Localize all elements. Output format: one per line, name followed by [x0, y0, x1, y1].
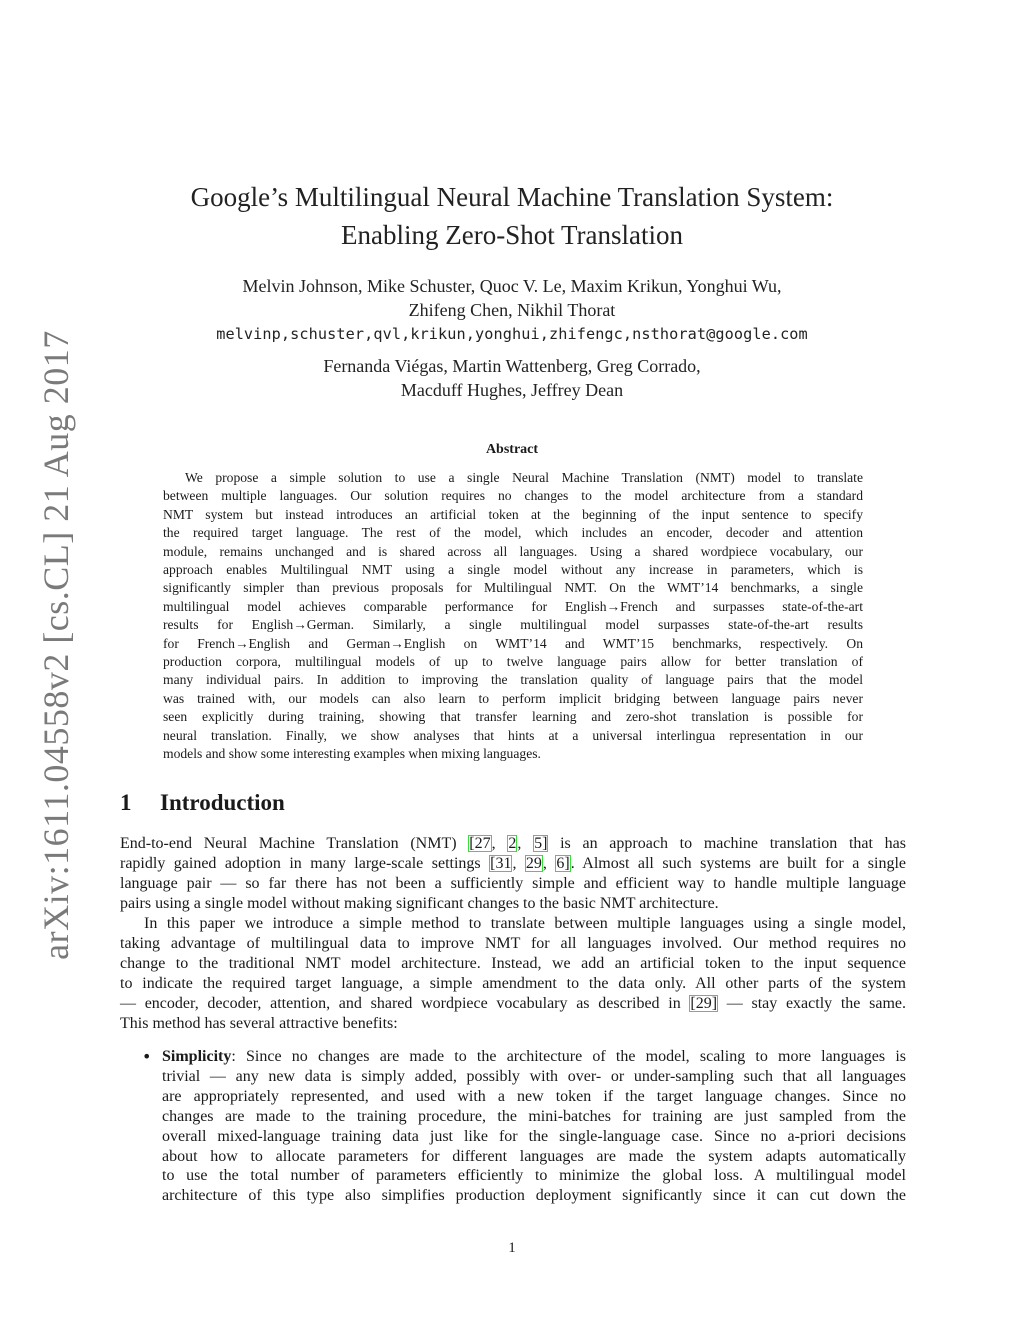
abstract-line: production corpora, multilingual models of up to twelve language pairs allow for better translation of [163, 654, 863, 670]
author-line-4: Macduff Hughes, Jeffrey Dean [400, 380, 624, 400]
paper-title [120, 178, 904, 254]
paragraph-line: pairs using a single model without making significant changes to the basic NMT architecture. [120, 894, 719, 912]
list-item-line: changes are made to the training procedure, the mini-batches for training are just sampled from the [162, 1107, 906, 1125]
abstract-line: multilingual model achieves comparable performance for English→French and surpasses state-of-the-art [163, 598, 863, 614]
abstract-line: seen explicitly during training, showing that transfer learning and zero-shot translation is possible for [163, 709, 863, 725]
abstract-line: significantly simpler than previous proposals for Multilingual NMT. On the WMT’14 benchmarks, a single [163, 580, 863, 596]
citation-link[interactable]: 6] [556, 854, 570, 872]
section-number: 1 [120, 790, 132, 815]
abstract-line: NMT system but instead introduces an artificial token at the beginning of the input sentence to specify [163, 506, 863, 522]
text-run: — encoder, decoder, attention, and shared wordpiece vocabulary as described in [120, 994, 690, 1012]
title-line-2: Enabling Zero-Shot Translation [341, 220, 683, 250]
author-emails[interactable]: melvinp,schuster,qvl,krikun,yonghui,zhifengc,nsthorat@google.com [216, 325, 808, 343]
list-item-line: to use the total number of parameters efficiently to minimize the global loss. A multilingual model [162, 1167, 906, 1185]
text-run: : Since no changes are made to the architecture of the model, scaling to more languages is [231, 1048, 906, 1065]
abstract-heading: Abstract [485, 442, 539, 457]
paragraph-line: change to the traditional NMT model architecture. Instead, we add an artificial token to the input sequence [120, 954, 906, 972]
citation-link[interactable]: [27 [469, 835, 491, 852]
paragraph-line: In this paper we introduce a simple method to translate between multiple languages using a single model, [144, 915, 906, 932]
abstract-line: for French→English and German→English on WMT’14 and WMT’15 benchmarks, respectively. On [163, 635, 863, 651]
abstract-line: many individual pairs. In addition to improving the translation quality of language pairs that the model [163, 672, 863, 688]
list-item-line: trivial — any new data is simply added, possibly with over- or under-sampling such that all languages [162, 1067, 906, 1085]
abstract-line: models and show some interesting examples when mixing languages. [163, 746, 541, 762]
citation-link[interactable]: [29] [690, 994, 718, 1012]
text-run: is an approach to machine translation that has [548, 835, 907, 852]
list-item-line: about how to allocate parameters for different languages are made the system adapts automatically [162, 1147, 906, 1165]
paragraph-line [120, 994, 906, 1014]
abstract-line: between multiple languages. Our solution requires no changes to the model architecture from a standard [163, 488, 863, 504]
section-title: Introduction [160, 790, 285, 815]
list-item-line [162, 1047, 906, 1067]
paragraph-line: End-to-end Neural Machine Translation (NMT) [27, 2, 5] is an approach to machine translation that has [120, 835, 907, 852]
paragraph-line: language pair — so far there has not been a sufficiently simple and efficient way to handle multiple language [120, 874, 906, 892]
abstract-line: module, remains unchanged and is shared across all languages. Using a shared wordpiece vocabulary, our [163, 543, 863, 559]
author-block-1 [120, 274, 904, 346]
intro-paragraph-1 [120, 834, 906, 914]
list-item-simplicity [120, 1047, 906, 1206]
abstract-line: We propose a simple solution to use a single Neural Machine Translation (NMT) model to translate [185, 470, 863, 485]
citation-link[interactable]: 2 [508, 835, 517, 852]
benefits-list [120, 1047, 906, 1206]
text-run: rapidly gained adoption in many large-scale settings [120, 854, 490, 872]
author-line-3: Fernanda Viégas, Martin Wattenberg, Greg Corrado, [323, 356, 701, 376]
abstract-line: the required target language. The rest of the model, which includes an encoder, decoder and attention [163, 525, 863, 541]
author-block-2 [120, 354, 904, 402]
abstract-line: neural translation. Finally, we show analyses that hints at a universal interlingua representation in our [163, 727, 863, 743]
text-run: — stay exactly the same. [718, 994, 906, 1012]
page-number: 1 [508, 1240, 516, 1256]
author-line-1: Melvin Johnson, Mike Schuster, Quoc V. Le, Maxim Krikun, Yonghui Wu, [242, 276, 782, 296]
paragraph-line: rapidly gained adoption in many large-scale settings [31, 29, 6]. Almost all such systems are built for a single [120, 854, 906, 872]
citation-link[interactable]: 5] [534, 835, 548, 852]
abstract-body [163, 469, 863, 764]
intro-paragraph-2 [120, 914, 906, 1033]
list-item-term: Simplicity [162, 1048, 232, 1065]
citation-link[interactable]: 29 [525, 854, 542, 872]
section-heading-introduction [120, 790, 285, 816]
citation-link[interactable]: [31 [490, 854, 512, 872]
list-item-line: overall mixed-language training data just like for the single-language case. Since no a-priori decisions [162, 1127, 906, 1145]
paragraph-line: to indicate the required target language, a simple amendment to the data only. All other parts of the system [120, 974, 906, 992]
title-line-1: Google’s Multilingual Neural Machine Translation System: [190, 182, 834, 212]
abstract-line: was trained with, our models can also learn to perform implicit bridging between language pairs never [163, 690, 863, 706]
paragraph-line: taking advantage of multilingual data to improve NMT for all languages involved. Our method requires no [120, 934, 906, 952]
abstract-line: results for English→German. Similarly, a single multilingual model surpasses state-of-the-art results [163, 617, 863, 633]
text-run: End-to-end Neural Machine Translation (NMT) [120, 835, 469, 852]
text-run: . Almost all such systems are built for a single [570, 854, 906, 872]
author-line-2: Zhifeng Chen, Nikhil Thorat [408, 300, 616, 320]
list-item-line: architecture of this type also simplifies production deployment significantly since it can cut down the [162, 1187, 906, 1205]
abstract-line: approach enables Multilingual NMT using a single model without any increase in parameters, which is [163, 562, 863, 578]
paragraph-line: This method has several attractive benefits: [120, 1014, 398, 1032]
bullet-icon: • [142, 1047, 152, 1066]
list-item-line: are appropriately represented, and used with a new token if the target language changes. Since no [162, 1087, 906, 1105]
arxiv-identifier-stamp: arXiv:1611.04558v2 [cs.CL] 21 Aug 2017 [36, 330, 76, 960]
